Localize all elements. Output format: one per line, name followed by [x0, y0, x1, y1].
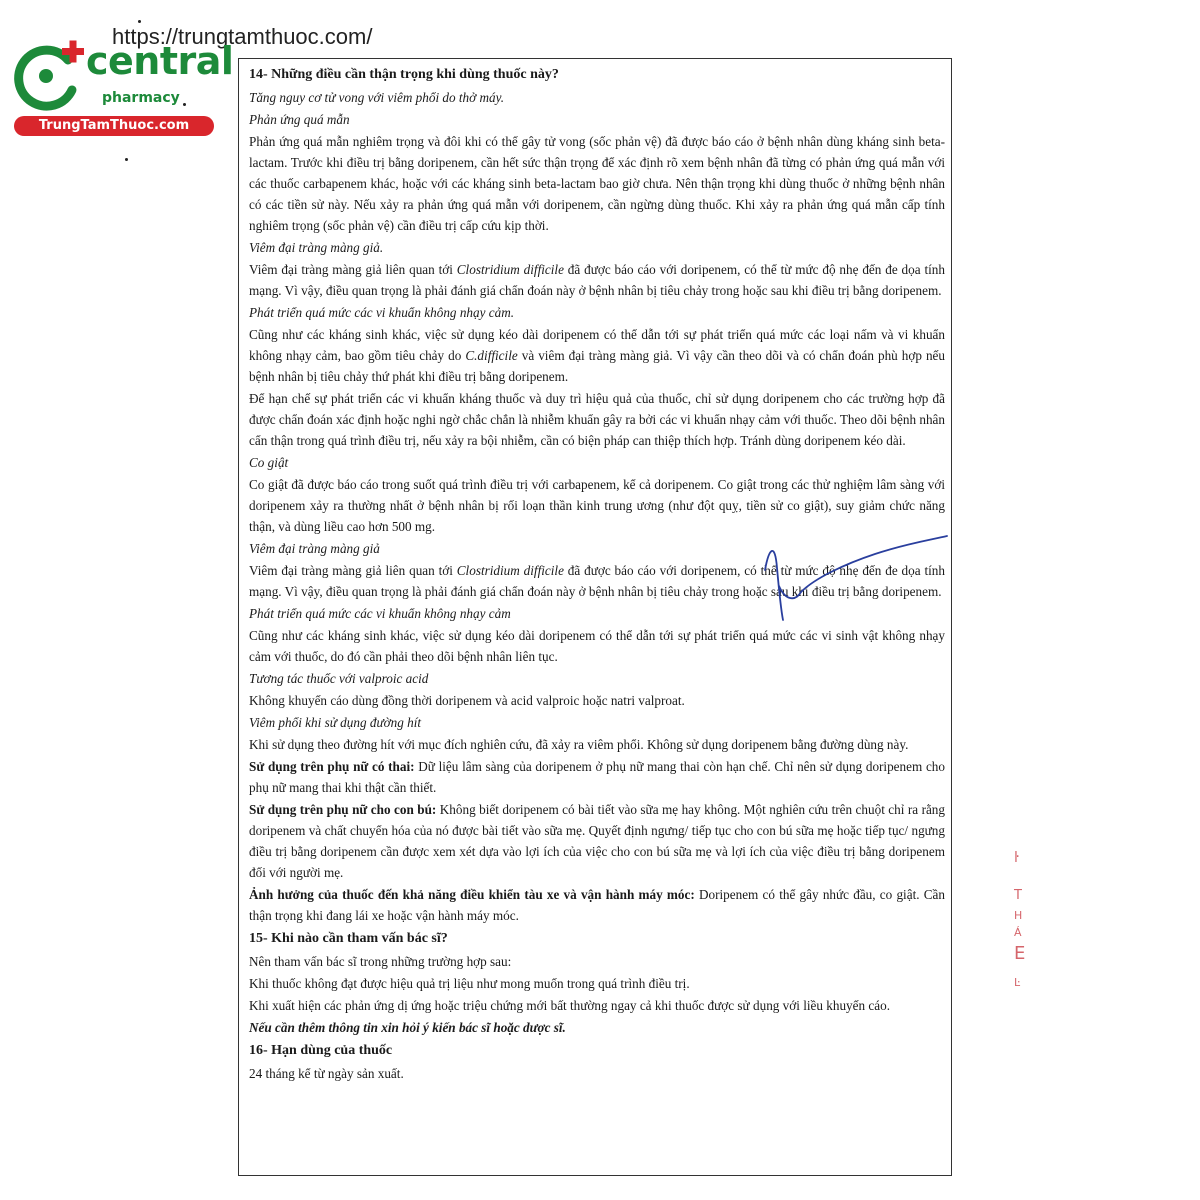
section-14-title: 14- Những điều cần thận trọng khi dùng thuốc này? — [249, 67, 559, 82]
site-tag-badge: TrungTamThuoc.com — [14, 116, 214, 136]
central-pharmacy-logo[interactable] — [10, 38, 234, 138]
consult-item-2: Khi xuất hiện các phản ứng dị ứng hoặc triệu chứng mới bất thường ngay cả khi thuốc được sử dụng với liều khuyến cáo. — [249, 998, 890, 1013]
seizures-heading: Co giật — [249, 455, 289, 470]
valproic-heading: Tương tác thuốc với valproic acid — [249, 671, 429, 686]
section-15-title: 15- Khi nào cần tham vấn bác sĩ? — [249, 931, 448, 946]
consult-lead: Nên tham vấn bác sĩ trong những trường hợp sau: — [249, 954, 512, 969]
scan-speck — [183, 103, 186, 106]
hypersensitivity-text: Phản ứng quá mẫn nghiêm trọng và đôi khi có thể gây tử vong (sốc phản vệ) đã được báo cáo ở bệnh nhân dùng kháng sinh beta-lactam. Trước khi điều trị bằng doripenem, cần hết sức thận trọng để xác định rõ xem bệnh nhân đã từng có phản ứng quá mẫn với các thuốc carbapenem khác, hoặc với các kháng sinh beta-lactam bao giờ chưa. Nên thận trọng khi dùng thuốc ở những bệnh nhân có các tiền sử này. Nếu xảy ra phản ứng quá mẫn với doripenem, cần ngừng dùng thuốc. Khi xảy ra phản ứng quá mẫn cấp tính nghiêm trọng (sốc phản vệ) cần điều trị cấp cứu kịp thời. — [249, 134, 945, 233]
hypersensitivity-heading: Phản ứng quá mẫn — [249, 112, 350, 127]
overgrowth-heading: Phát triển quá mức các vi khuẩn không nhạy cảm. — [249, 305, 515, 320]
pregnancy-text: Sử dụng trên phụ nữ có thai: Dữ liệu lâm sàng của doripenem ở phụ nữ mang thai còn hạn chế. Chỉ nên sử dụng doripenem cho phụ nữ mang thai khi thật cần thiết. — [249, 759, 945, 795]
colitis-heading-2: Viêm đại tràng màng giả — [249, 541, 380, 556]
scan-speck — [138, 20, 141, 23]
overgrowth-text: Cũng như các kháng sinh khác, việc sử dụng kéo dài doripenem có thể dẫn tới sự phát triển quá mức các loại nấm và vi khuẩn không nhạy cảm, bao gồm tiêu chảy do C.difficile và viêm đại tràng màng giả. Vì vậy cần theo dõi và có chẩn đoán phù hợp nếu bệnh nhân bị tiêu chảy thứ phát khi điều trị bằng doripenem. — [249, 327, 945, 384]
colitis-text-2: Viêm đại tràng màng giả liên quan tới Clostridium difficile đã được báo cáo với doripenem, có thể từ mức độ nhẹ đến đe dọa tính mạng. Vì vậy, điều quan trọng là phải đánh giá chẩn đoán này ở bệnh nhân bị tiêu chảy trong hoặc sau khi điều trị bằng doripenem. — [249, 563, 945, 599]
brand-name: central — [86, 39, 234, 83]
pharmacy-logo-icon — [10, 38, 88, 116]
lactation-text: Sử dụng trên phụ nữ cho con bú: Không biết doripenem có bài tiết vào sữa mẹ hay không. Một nghiên cứu trên chuột chỉ ra rằng doripenem và chất chuyển hóa của nó được bài tiết vào sữa mẹ. Quyết định ngưng/ tiếp tục cho con bú sữa mẹ hoặc tiếp tục/ ngưng điều trị bằng doripenem cần được xem xét dựa vào lợi ích của việc cho con bú sữa mẹ và lợi ích của việc điều trị bằng doripenem đối với người mẹ. — [249, 802, 945, 880]
section-16-title: 16- Hạn dùng của thuốc — [249, 1043, 393, 1058]
consult-note: Nếu cần thêm thông tin xin hỏi ý kiến bác sĩ hoặc dược sĩ. — [249, 1020, 566, 1035]
overgrowth-heading-2: Phát triển quá mức các vi khuẩn không nhạy cảm — [249, 606, 511, 621]
leaflet-page — [238, 58, 952, 1176]
site-url-link[interactable]: https://trungtamthuoc.com/ — [112, 24, 373, 49]
driving-text: Ảnh hưởng của thuốc đến khả năng điều khiển tàu xe và vận hành máy móc: Doripenem có thể gây nhức đầu, co giật. Cần thận trọng khi đang lái xe hoặc vận hành máy móc. — [249, 887, 946, 923]
overgrowth-text-2: Cũng như các kháng sinh khác, việc sử dụng kéo dài doripenem có thể dẫn tới sự phát triển quá mức các vi sinh vật không nhạy cảm với thuốc, do đó cần phải theo dõi bệnh nhân liên tục. — [249, 628, 945, 664]
colitis-heading: Viêm đại tràng màng giả. — [249, 240, 384, 255]
valproic-text: Không khuyến cáo dùng đồng thời doripenem và acid valproic hoặc natri valproat. — [249, 693, 685, 708]
inhalation-text: Khi sử dụng theo đường hít với mục đích nghiên cứu, đã xảy ra viêm phổi. Không sử dụng doripenem bằng đường dùng này. — [249, 737, 909, 752]
scan-speck — [125, 158, 128, 161]
partial-stamp: ŀ T H Á E Ŀ — [1014, 850, 1026, 989]
ventilator-warning: Tăng nguy cơ tử vong với viêm phổi do thở máy. — [249, 90, 505, 105]
colitis-text: Viêm đại tràng màng giả liên quan tới Clostridium difficile đã được báo cáo với doripenem, có thể từ mức độ nhẹ đến đe dọa tính mạng. Vì vậy, điều quan trọng là phải đánh giá chẩn đoán này ở bệnh nhân bị tiêu chảy trong hoặc sau khi điều trị bằng doripenem. — [249, 262, 945, 298]
resistance-text: Để hạn chế sự phát triển các vi khuẩn kháng thuốc và duy trì hiệu quả của thuốc, chỉ sử dụng doripenem cho các trường hợp đã được chẩn đoán xác định hoặc nghi ngờ chắc chắn là nhiễm khuẩn gây ra bởi các vi khuẩn nhạy cảm với thuốc. Theo dõi bệnh nhân cẩn thận trong quá trình điều trị, nếu xảy ra bội nhiễm, cần có biện pháp can thiệp thích hợp. Tránh dùng doripenem kéo dài. — [249, 391, 945, 448]
consult-item-1: Khi thuốc không đạt được hiệu quả trị liệu như mong muốn trong quá trình điều trị. — [249, 976, 690, 991]
shelf-life-text: 24 tháng kể từ ngày sản xuất. — [249, 1066, 404, 1081]
inhalation-heading: Viêm phổi khi sử dụng đường hít — [249, 715, 422, 730]
seizures-text: Co giật đã được báo cáo trong suốt quá trình điều trị với carbapenem, kể cả doripenem. Co giật trong các thử nghiệm lâm sàng với doripenem xảy ra thường nhất ở bệnh nhân bị rối loạn thần kinh trung ương (như đột quỵ, tiền sử co giật), suy giảm chức năng thận, và dùng liều cao hơn 500 mg. — [249, 477, 945, 534]
brand-subtitle: pharmacy — [102, 90, 180, 106]
